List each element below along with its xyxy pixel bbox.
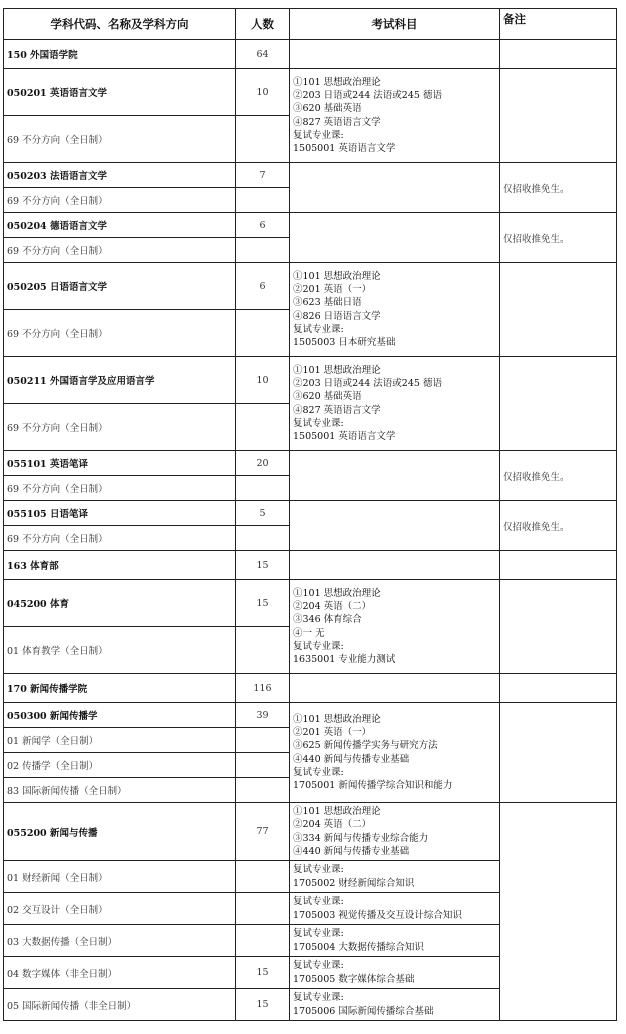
direction-count-empty [236,238,290,263]
direction-name: 69 不分方向（全日制） [4,526,236,551]
direction-count-empty [236,188,290,213]
exam-cell [290,357,500,451]
exam-line: 1505001 英语语言文学 [293,142,396,154]
exam-cell [290,263,500,357]
exam-line: 复试专业课: [293,129,344,141]
major-row [4,357,617,404]
exam-line: ④827 英语语言文学 [293,116,381,128]
exam-line: ④827 英语语言文学 [293,404,381,416]
exam-cell [290,957,500,989]
direction-count-empty [236,404,290,451]
exam-line: 复试专业课: [293,640,344,652]
exam-line: ③623 基础日语 [293,297,362,309]
school-row [4,40,617,69]
admission-table-wrapper [3,8,617,1021]
direction-count-empty [236,476,290,501]
remark-cell-empty [500,703,617,803]
major-name: 055105 日语笔译 [4,501,236,526]
exam-cell [290,893,500,925]
direction-name: 04 数字媒体（非全日制） [4,957,236,989]
direction-count-empty [236,778,290,803]
exam-cell-empty [290,551,500,580]
exam-line: 1505001 英语语言文学 [293,430,396,442]
remark-cell-empty [500,580,617,674]
exam-line: ③346 体育综合 [293,614,362,626]
direction-name: 69 不分方向（全日制） [4,238,236,263]
remark-cell-empty [500,69,617,163]
exam-line: ②201 英语（一） [293,727,372,739]
major-row [4,451,617,476]
exam-line: ②204 英语（二） [293,601,372,613]
exam-line: ①101 思想政治理论 [293,806,381,818]
school-row [4,674,617,703]
exam-cell [290,803,500,861]
exam-cell [290,69,500,163]
direction-name: 05 国际新闻传播（非全日制） [4,989,236,1021]
exam-line: 复试专业课: [293,896,344,908]
major-name: 055200 新闻与传播 [4,803,236,861]
remark-cell-empty [500,357,617,451]
remark-cell: 仅招收推免生。 [500,501,617,551]
exam-line: ③334 新闻与传播专业综合能力 [293,832,429,844]
major-row [4,163,617,188]
school-count: 116 [236,674,290,703]
school-name: 163 体育部 [4,551,236,580]
major-count: 10 [236,69,290,116]
school-name: 150 外国语学院 [4,40,236,69]
direction-name: 02 传播学（全日制） [4,753,236,778]
exam-cell-empty [290,40,500,69]
exam-line: 复试专业课: [293,417,344,429]
major-row [4,580,617,627]
direction-name: 02 交互设计（全日制） [4,893,236,925]
direction-count-empty [236,526,290,551]
remark-cell-empty [500,263,617,357]
exam-cell [290,580,500,674]
direction-name: 01 新闻学（全日制） [4,728,236,753]
major-count: 39 [236,703,290,728]
exam-cell-empty [290,501,500,551]
major-name: 050204 德语语言文学 [4,213,236,238]
major-name: 050211 外国语言学及应用语言学 [4,357,236,404]
direction-count: 15 [236,989,290,1021]
exam-cell-empty [290,213,500,263]
major-row [4,69,617,116]
header-row [4,9,617,40]
exam-cell [290,989,500,1021]
school-count: 64 [236,40,290,69]
major-row [4,501,617,526]
header-subject: 学科代码、名称及学科方向 [4,9,236,40]
major-count: 6 [236,263,290,310]
direction-name: 01 财经新闻（全日制） [4,861,236,893]
major-name: 045200 体育 [4,580,236,627]
direction-count-empty [236,893,290,925]
exam-line: ④826 日语语言文学 [293,310,381,322]
major-count: 77 [236,803,290,861]
exam-line: 复试专业课: [293,766,344,778]
direction-count-empty [236,861,290,893]
exam-line: 1635001 专业能力测试 [293,653,396,665]
major-row [4,703,617,728]
direction-count-empty [236,310,290,357]
exam-cell-empty [290,451,500,501]
major-name: 050300 新闻传播学 [4,703,236,728]
major-count: 7 [236,163,290,188]
major-name: 050203 法语语言文学 [4,163,236,188]
exam-line: ②203 日语或244 法语或245 德语 [293,90,442,102]
direction-name: 69 不分方向（全日制） [4,310,236,357]
remark-cell: 仅招收推免生。 [500,213,617,263]
exam-line: ③625 新闻传播学实务与研究方法 [293,740,438,752]
direction-name: 01 体育教学（全日制） [4,627,236,674]
exam-cell-empty [290,674,500,703]
exam-line: ①101 思想政治理论 [293,76,381,88]
direction-name: 69 不分方向（全日制） [4,404,236,451]
major-count: 15 [236,580,290,627]
exam-line: 1705003 视觉传播及交互设计综合知识 [293,909,462,921]
direction-count-empty [236,728,290,753]
exam-line: 复试专业课: [293,323,344,335]
direction-name: 03 大数据传播（全日制） [4,925,236,957]
exam-line: 1505003 日本研究基础 [293,336,396,348]
exam-line: ①101 思想政治理论 [293,713,381,725]
direction-name: 83 国际新闻传播（全日制） [4,778,236,803]
major-row [4,803,617,861]
admission-table [3,8,617,1021]
exam-line: 复试专业课: [293,928,344,940]
exam-line: 1705004 大数据传播综合知识 [293,941,424,953]
major-row [4,263,617,310]
remark-cell-empty [500,551,617,580]
exam-line: ①101 思想政治理论 [293,270,381,282]
school-count: 15 [236,551,290,580]
remark-cell-empty [500,674,617,703]
major-count: 6 [236,213,290,238]
exam-cell-empty [290,163,500,213]
exam-line: 复试专业课: [293,960,344,972]
major-count: 10 [236,357,290,404]
exam-cell [290,703,500,803]
remark-cell-empty [500,40,617,69]
direction-count-empty [236,627,290,674]
exam-cell [290,925,500,957]
remark-cell: 仅招收推免生。 [500,163,617,213]
exam-line: ②203 日语或244 法语或245 德语 [293,378,442,390]
header-count: 人数 [236,9,290,40]
exam-line: 1705002 财经新闻综合知识 [293,877,415,889]
exam-line: ③620 基础英语 [293,391,362,403]
exam-line: ①101 思想政治理论 [293,587,381,599]
exam-line: 复试专业课: [293,864,344,876]
exam-line: 复试专业课: [293,992,344,1004]
direction-name: 69 不分方向（全日制） [4,116,236,163]
exam-line: ④440 新闻与传播专业基础 [293,845,410,857]
direction-count-empty [236,116,290,163]
remark-cell: 仅招收推免生。 [500,451,617,501]
school-name: 170 新闻传播学院 [4,674,236,703]
direction-count: 15 [236,957,290,989]
school-row [4,551,617,580]
exam-line: 1705005 数字媒体综合基础 [293,973,415,985]
exam-line: ②201 英语（一） [293,284,372,296]
exam-line: ①101 思想政治理论 [293,364,381,376]
exam-line: ③620 基础英语 [293,103,362,115]
direction-count-empty [236,753,290,778]
major-name: 050205 日语语言文学 [4,263,236,310]
direction-name: 69 不分方向（全日制） [4,476,236,501]
major-count: 5 [236,501,290,526]
exam-line: 1705001 新闻传播学综合知识和能力 [293,779,453,791]
exam-line: ④440 新闻与传播专业基础 [293,753,410,765]
major-name: 050201 英语语言文学 [4,69,236,116]
header-remarks: 备注 [500,9,617,40]
direction-count-empty [236,925,290,957]
major-name: 055101 英语笔译 [4,451,236,476]
remark-cell-empty [500,803,617,1021]
major-count: 20 [236,451,290,476]
major-row [4,213,617,238]
exam-line: ④一 无 [293,627,325,639]
header-exam: 考试科目 [290,9,500,40]
exam-cell [290,861,500,893]
direction-name: 69 不分方向（全日制） [4,188,236,213]
exam-line: ②204 英语（二） [293,819,372,831]
exam-line: 1705006 国际新闻传播综合基础 [293,1005,434,1017]
